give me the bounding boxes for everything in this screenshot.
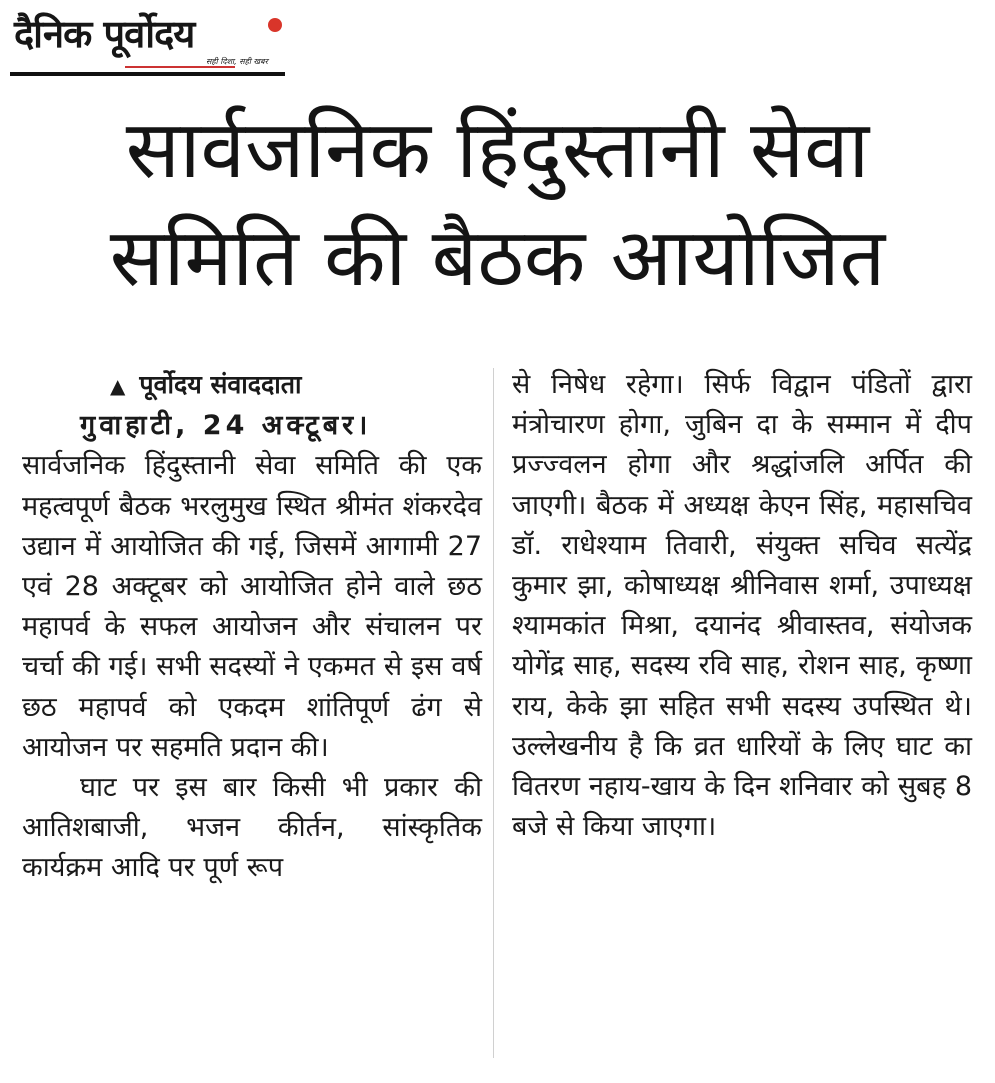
newspaper-logo: दैनिक पूर्वोदय	[14, 12, 195, 56]
byline-text: पूर्वोदय संवाददाता	[139, 370, 302, 399]
article-paragraph-1: सार्वजनिक हिंदुस्तानी सेवा समिति की एक महत्वपूर्ण बैठक भरलुमुख स्थित श्रीमंत शंकरदेव उद्यान में आयोजित की गई, जिसमें आगामी 27 एवं 28 अक्टूबर को आयोजित होने वाले छठ महापर्व के सफल आयोजन और संचालन पर चर्चा की गई। सभी सदस्यों ने एकमत से इस वर्ष छठ महापर्व को एकदम शांतिपूर्ण ढंग से आयोजन पर सहमति प्रदान की।	[22, 450, 482, 763]
byline	[22, 365, 482, 406]
triangle-icon: ▲	[110, 374, 126, 398]
dateline: गुवाहाटी, 24 अक्टूबर।	[80, 410, 372, 442]
article-column-right	[512, 365, 972, 847]
article-paragraph-2: घाट पर इस बार किसी भी प्रकार की आतिशबाजी, भजन कीर्तन, सांस्कृतिक कार्यक्रम आदि पर पूर्ण रूप	[22, 772, 482, 884]
masthead-tagline: सही दिशा, सही खबर	[206, 57, 268, 66]
masthead	[10, 8, 285, 72]
article-column-left	[22, 365, 482, 889]
article-headline: सार्वजनिक हिंदुस्तानी सेवा समिति की बैठक आयोजित	[109, 103, 886, 304]
column-divider	[493, 368, 494, 1058]
article-paragraph-3: से निषेध रहेगा। सिर्फ विद्वान पंडितों द्वारा मंत्रोचारण होगा, जुबिन दा के सम्मान में दीप प्रज्ज्वलन होगा और श्रद्धांजलि अर्पित की जाएगी। बैठक में अध्यक्ष केएन सिंह, महासचिव डॉ. राधेश्याम तिवारी, संयुक्त सचिव सत्येंद्र कुमार झा, कोषाध्यक्ष श्रीनिवास शर्मा, उपाध्यक्ष श्यामकांत मिश्रा, दयानंद श्रीवास्तव, संयोजक योगेंद्र साह, सदस्य रवि साह, रोशन साह, कृष्णा राय, केके झा सहित सभी सदस्य उपस्थित थे। उल्लेखनीय है कि व्रत धारियों के लिए घाट का वितरण नहाय-खाय के दिन शनिवार को सुबह 8 बजे से किया जाएगा।	[512, 369, 972, 843]
logo-dot-icon	[268, 18, 282, 32]
masthead-rule	[10, 72, 285, 76]
